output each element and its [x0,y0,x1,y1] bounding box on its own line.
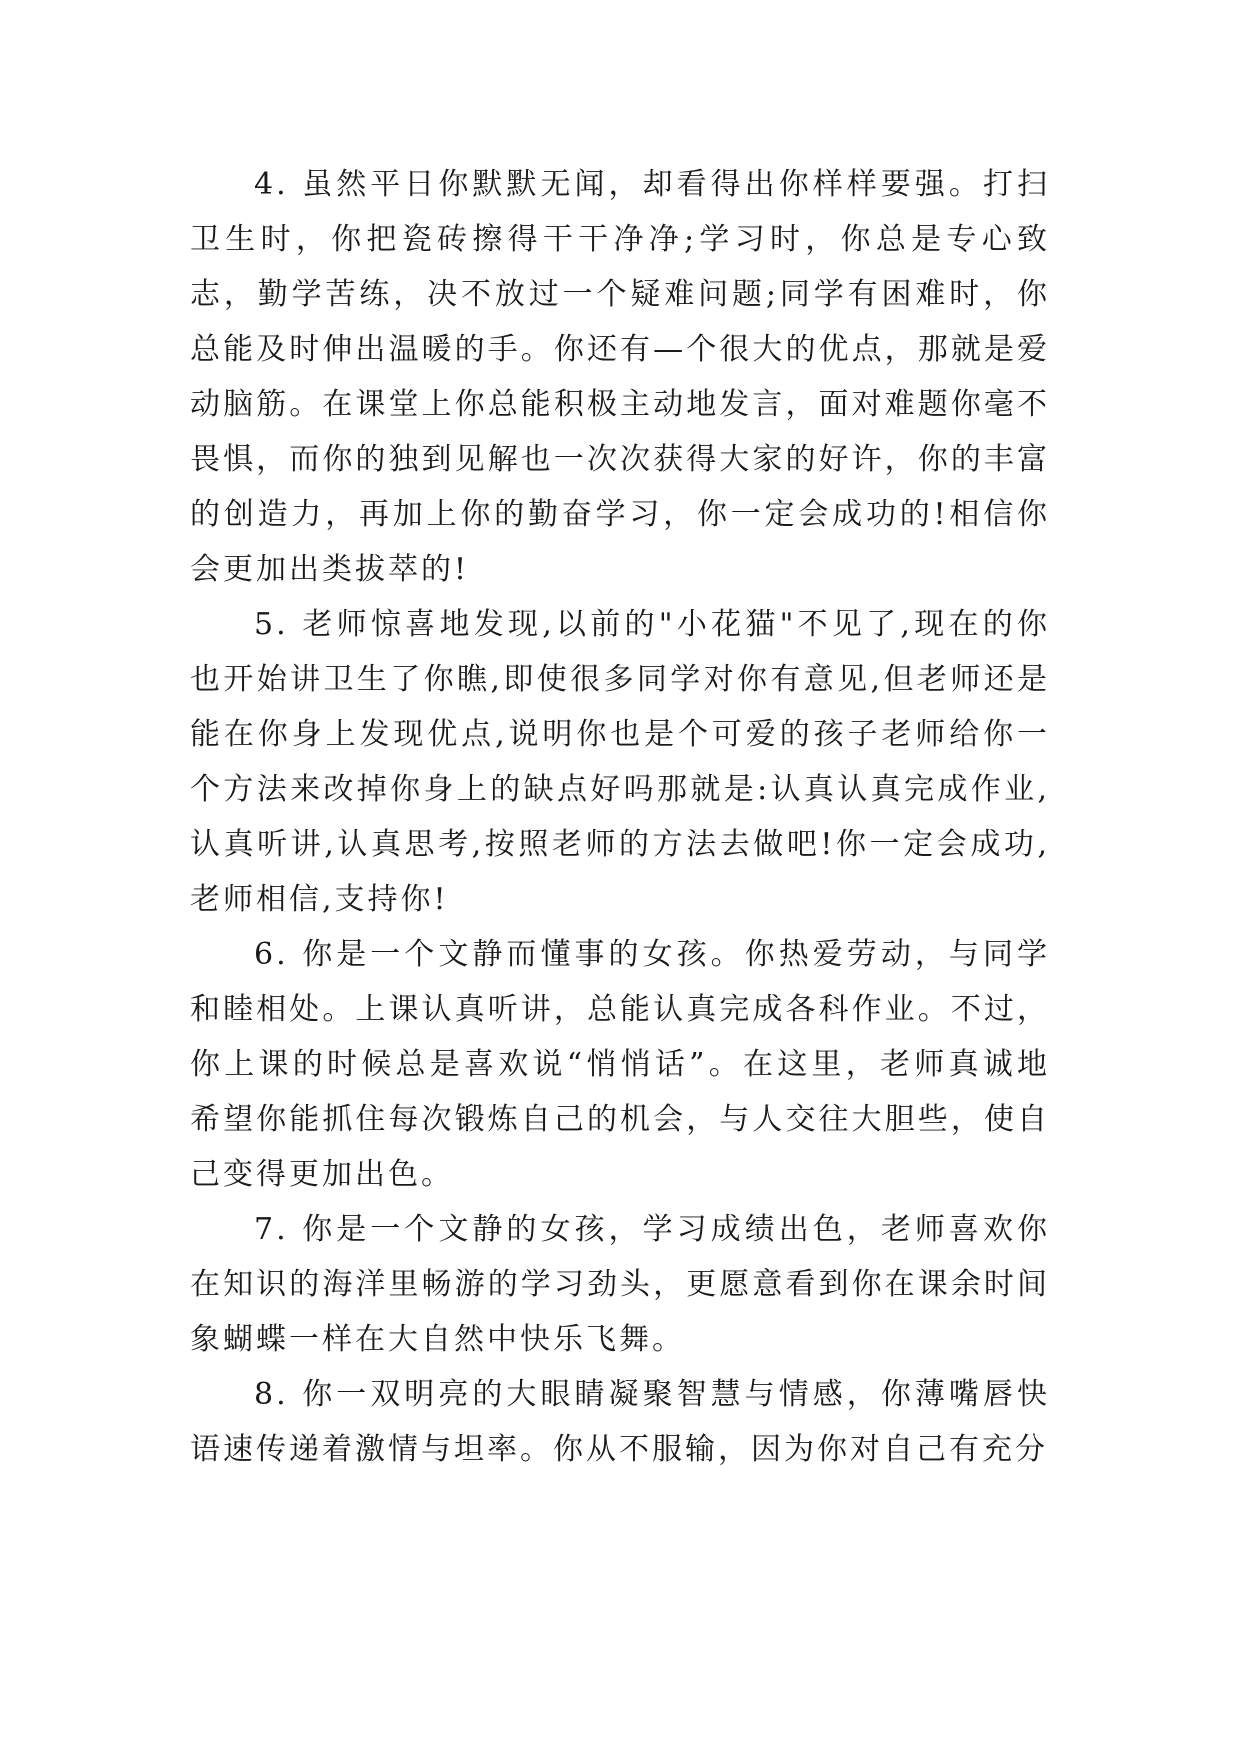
paragraph-5: 5. 老师惊喜地发现,以前的"小花猫"不见了,现在的你也开始讲卫生了你瞧,即使很多同学对你有意见,但老师还是能在你身上发现优点,说明你也是个可爱的孩子老师给你一个方法来改掉你身上的缺点好吗那就是:认真认真完成作业,认真听讲,认真思考,按照老师的方法去做吧!你一定会成功,老师相信,支持你! [190,607,1050,917]
paragraph-6: 6. 你是一个文静而懂事的女孩。你热爱劳动，与同学和睦相处。上课认真听讲，总能认真完成各科作业。不过，你上课的时候总是喜欢说“悄悄话”。在这里，老师真诚地希望你能抓住每次锻炼自己的机会，与人交往大胆些，使自己变得更加出色。 [190,937,1050,1192]
document-body [190,157,1050,1477]
paragraph-8: 8. 你一双明亮的大眼睛凝聚智慧与情感，你薄嘴唇快语速传递着激情与坦率。你从不服输，因为你对自己有充分 [190,1377,1050,1467]
paragraph-4: 4. 虽然平日你默默无闻，却看得出你样样要强。打扫卫生时，你把瓷砖擦得干干净净;学习时，你总是专心致志，勤学苦练，决不放过一个疑难问题;同学有困难时，你总能及时伸出温暖的手。你还有—个很大的优点，那就是爱动脑筋。在课堂上你总能积极主动地发言，面对难题你毫不畏惧，而你的独到见解也一次次获得大家的好许，你的丰富的创造力，再加上你的勤奋学习，你一定会成功的!相信你会更加出类拔萃的! [190,167,1050,587]
paragraph-7: 7. 你是一个文静的女孩，学习成绩出色，老师喜欢你在知识的海洋里畅游的学习劲头，更愿意看到你在课余时间象蝴蝶一样在大自然中快乐飞舞。 [190,1212,1050,1357]
